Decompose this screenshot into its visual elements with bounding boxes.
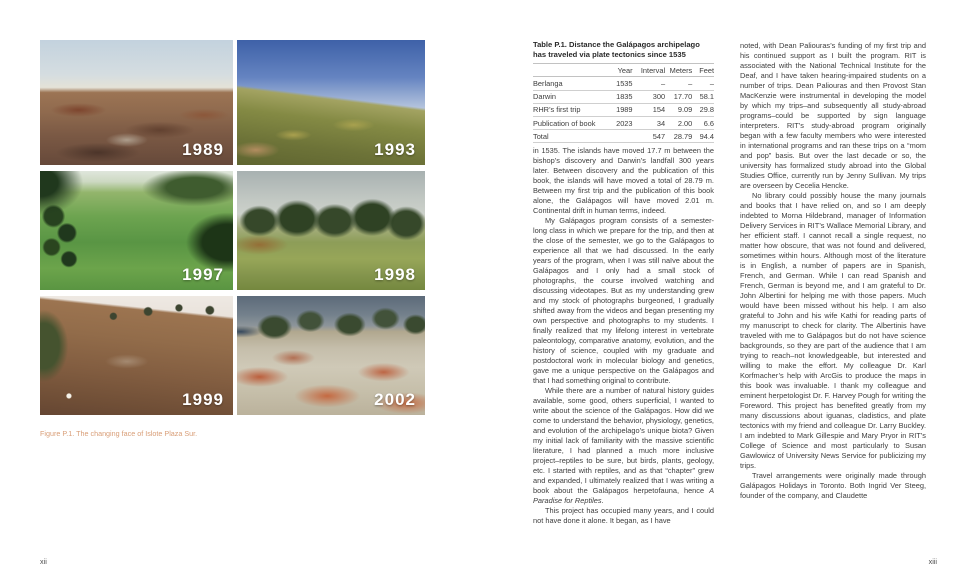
table-total-row bbox=[533, 130, 714, 143]
cell: 2023 bbox=[605, 116, 632, 129]
cell: Publication of book bbox=[533, 116, 605, 129]
figure-caption: Figure P.1. The changing face of Islote Plaza Sur. bbox=[40, 429, 198, 438]
table-title-line1: Table P.1. Distance the Galápagos archipelago bbox=[533, 40, 700, 49]
cell: 58.1 bbox=[692, 90, 714, 103]
table-header-row bbox=[533, 64, 714, 77]
header-cell bbox=[533, 64, 605, 77]
cell: 9.09 bbox=[665, 103, 692, 116]
photo-islote-plaza-sur-2002 bbox=[237, 296, 425, 415]
photo-islote-plaza-sur-1997 bbox=[40, 171, 233, 290]
cell: 94.4 bbox=[692, 130, 714, 143]
table-title bbox=[533, 40, 714, 59]
paragraph: This project has occupied many years, and I could not have done it alone. It began, as I have bbox=[533, 506, 714, 525]
year-label: 1999 bbox=[182, 390, 224, 409]
header-cell: Interval bbox=[633, 64, 666, 77]
cell: – bbox=[692, 77, 714, 90]
cell: Darwin bbox=[533, 90, 605, 103]
cell: Berlanga bbox=[533, 77, 605, 90]
cell: 1535 bbox=[605, 77, 632, 90]
header-cell: Feet bbox=[692, 64, 714, 77]
cell bbox=[605, 130, 632, 143]
page-number-left: xii bbox=[40, 557, 47, 566]
photo-islote-plaza-sur-1989 bbox=[40, 40, 233, 165]
paragraph: noted, with Dean Paliouras’s funding of my first trip and his continued support as I built the program. RIT is associated with the National Technical Institute for the Deaf, and I have taken hearing-impaired students on a number of trips. Dean Paliouras and then Provost Stan MacKenzie were instrumental in developing the model by which my trips–and subsequently all study-abroad programs–could be supported by sign language interpreters. RIT’s study-abroad program originally began with a few faculty members who were interested in international programs and ran these trips on a “mom and pop” basis. But over the last decade or so, the university has formalized study abroad into the Global Studies Office, currently run by Jenny Sullivan. My trips are overseen by Cecelia Hencke. bbox=[740, 41, 926, 190]
cell: 17.70 bbox=[665, 90, 692, 103]
cell: – bbox=[633, 77, 666, 90]
year-label: 1993 bbox=[374, 140, 416, 159]
paragraph: in 1535. The islands have moved 17.7 m between the bishop’s discovery and Darwin’s landfall 300 years later. Between discovery and the publication of this book, the islands will have moved a total of 28.79 m. Between my first trip and the publication of this book alone, the Galápagos will have moved 2.01 m. Continental drift in human terms, indeed. bbox=[533, 146, 714, 215]
tectonics-table-block bbox=[533, 40, 714, 143]
paragraph: My Galápagos program consists of a semester-long class in which we prepare for the trip, and then at the close of the semester, we go to the Galápagos to experience all that we had discussed. In the early years of the program, when I was still naïve about the Galápagos and I only had a small stock of photographs, the course involved watching and discussing videotapes. But as my understanding grew and my stock of photographs burgeoned, I gradually shifted away from the videos and began presenting my own perspective and photographs to my students. I finally realized that my lifelong interest in vertebrate paleontology, comparative anatomy, evolution, and the history of science, coupled with my graduate and postdoctoral work in molecular biology and genetics, gave me a unique perspective on the Galápagos and that I had something original to contribute. bbox=[533, 216, 714, 385]
figure-photo-grid bbox=[40, 40, 425, 415]
cell: 300 bbox=[633, 90, 666, 103]
cell: 34 bbox=[633, 116, 666, 129]
page-number-right: xiii bbox=[928, 557, 937, 566]
table-row bbox=[533, 77, 714, 90]
year-label: 2002 bbox=[374, 390, 416, 409]
cell: 1989 bbox=[605, 103, 632, 116]
photo-islote-plaza-sur-1999 bbox=[40, 296, 233, 415]
header-cell: Year bbox=[605, 64, 632, 77]
cell: 6.6 bbox=[692, 116, 714, 129]
cell: – bbox=[665, 77, 692, 90]
paragraph: No library could possibly house the many journals and books that I have relied on, and so I am deeply indebted to Morna Hildebrand, manager of Information Delivery Services in RIT’s Wallace Memorial Library, and her efficient staff. I cannot recall a single request, no matter how obscure, that was not found and delivered, sometimes within hours. Although most of the literature is in English, a number of papers are in Spanish, French, and German. While I can read Spanish and French, German is beyond me, and I am grateful to Dr. John Albertini for helping me with those papers. Much would have been missed without his help. I am also grateful to John and his wife Kathi for reading parts of my manuscript to check for clarity. The Albertinis have traveled with me to Galápagos but do not have science backgrounds, so they are part of the audience that I am trying to reach–not knowledgeable, but interested and willing to make the effort. My colleague Dr. Karl Korfmacher’s help with ArcGis to produce the maps in this book was invaluable. I thank my colleague and eminent herpetologist Dr. F. Harvey Pough for writing the Foreword. This project has benefited greatly from my many discussions about iguanas, cladistics, and plate tectonics with my friend and colleague Dr. Larry Buckley. I am indebted to Mark Gillespie and Mary Pryor in RIT’s College of Science and most particularly to Susan Gawlowicz of University News Service for publicizing my trips. bbox=[740, 191, 926, 470]
photo-islote-plaza-sur-1993 bbox=[237, 40, 425, 165]
cell: Total bbox=[533, 130, 605, 143]
cell: RHR’s first trip bbox=[533, 103, 605, 116]
cell: 28.79 bbox=[665, 130, 692, 143]
cell: 29.8 bbox=[692, 103, 714, 116]
table-row bbox=[533, 116, 714, 129]
body-column-left bbox=[533, 146, 714, 526]
cell: 1835 bbox=[605, 90, 632, 103]
header-cell: Meters bbox=[665, 64, 692, 77]
year-label: 1989 bbox=[182, 140, 224, 159]
cell: 2.00 bbox=[665, 116, 692, 129]
paragraph: While there are a number of natural history guides available, some good, others superficial, I wanted to write about the science of the Galápagos. How did we come to understand the behavior, physiology, genetics, and evolution of the archipelago’s unique biota? Given my initial lack of familiarity with the massive scientific literature, I had planned a much more inclusive project–reptiles to be sure, but birds, plants, geology, etc. I started with reptiles, and as that “chapter” grew and expanded, I ultimately realized that I was writing a book about the Galápagos herpetofauna, hence A Paradise for Reptiles. bbox=[533, 386, 714, 505]
cell: 547 bbox=[633, 130, 666, 143]
body-column-right bbox=[740, 41, 926, 501]
tectonics-table bbox=[533, 63, 714, 143]
paragraph: Travel arrangements were originally made through Galápagos Holidays in Toronto. Both Ingrid Ver Steeg, founder of the company, and Claudette bbox=[740, 471, 926, 500]
table-title-line2: has traveled via plate tectonics since 1535 bbox=[533, 49, 686, 59]
table-row bbox=[533, 90, 714, 103]
year-label: 1998 bbox=[374, 265, 416, 284]
photo-islote-plaza-sur-1998 bbox=[237, 171, 425, 290]
year-label: 1997 bbox=[182, 265, 224, 284]
table-row bbox=[533, 103, 714, 116]
cell: 154 bbox=[633, 103, 666, 116]
